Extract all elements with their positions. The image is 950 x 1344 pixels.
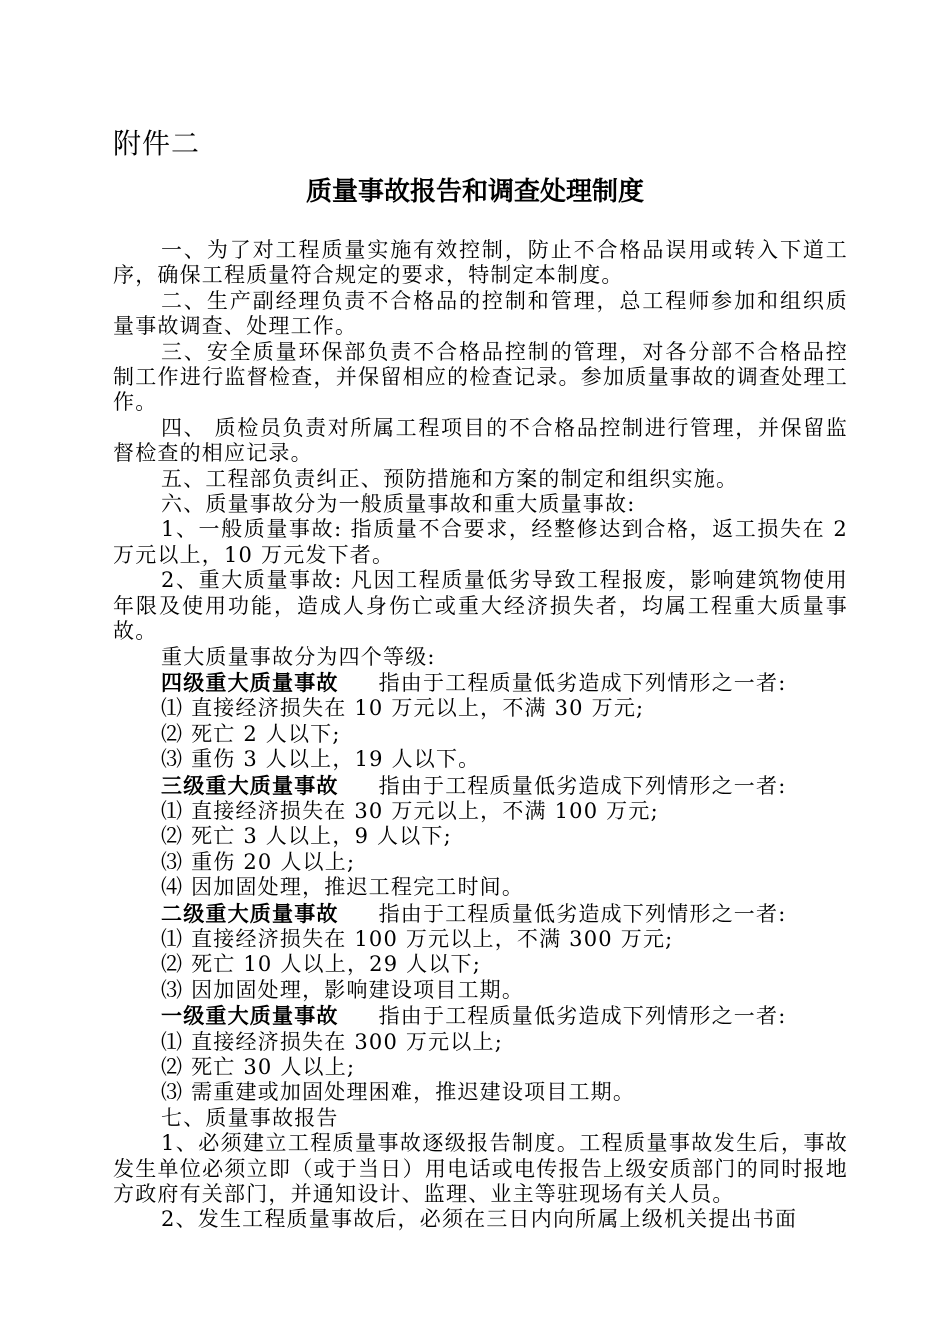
paragraph-5: 五、工程部负责纠正、预防措施和方案的制定和组织实施。 — [161, 466, 739, 491]
paragraph-9: 重大质量事故分为四个等级: — [161, 644, 436, 669]
document-title: 质量事故报告和调查处理制度 — [305, 177, 644, 207]
paragraph-6: 六、质量事故分为一般质量事故和重大质量事故: — [161, 492, 636, 517]
level-heading — [113, 670, 848, 696]
level-desc: 指由于工程质量低劣造成下列情形之一者: — [378, 901, 787, 926]
level-item: ⑴ 直接经济损失在 30 万元以上，不满 100 万元; — [161, 798, 659, 823]
document-body — [113, 238, 848, 1233]
level-desc: 指由于工程质量低劣造成下列情形之一者: — [378, 773, 787, 798]
level-name: 四级重大质量事故 — [161, 669, 339, 695]
level-item: ⑶ 重伤 20 人以上; — [161, 849, 356, 874]
level-item: ⑵ 死亡 2 人以下; — [161, 721, 341, 746]
section-7-paragraph-1: 1、必须建立工程质量事故逐级报告制度。工程质量事故发生后，事故发生单位必须立即（或于当日）用电话或电传报告上级安质部门的同时报地方政府有关部门，并通知设计、监理、业主等驻现场有关人员。 — [113, 1131, 848, 1207]
paragraph-2: 二、生产副经理负责不合格品的控制和管理，总工程师参加和组织质量事故调查、处理工作。 — [113, 288, 848, 339]
level-item: ⑶ 需重建或加固处理困难，推迟建设项目工期。 — [161, 1080, 636, 1105]
attachment-label: 附件二 — [113, 127, 201, 160]
level-item: ⑴ 直接经济损失在 10 万元以上，不满 30 万元; — [161, 696, 645, 721]
paragraph-1: 一、为了对工程质量实施有效控制，防止不合格品误用或转入下道工序，确保工程质量符合规定的要求，特制定本制度。 — [113, 238, 848, 288]
paragraph-7: 1、一般质量事故: 指质量不合要求，经整修达到合格，返工损失在 2 万元以上，10 万元发下者。 — [113, 517, 848, 567]
level-heading — [113, 901, 848, 927]
paragraph-4: 四、 质检员负责对所属工程项目的不合格品控制进行管理，并保留监督检查的相应记录。 — [113, 415, 848, 466]
level-item: ⑶ 因加固处理，影响建设项目工期。 — [161, 977, 525, 1002]
level-name: 二级重大质量事故 — [161, 900, 339, 926]
section-7-paragraph-2: 2、发生工程质量事故后，必须在三日内向所属上级机关提出书面 — [161, 1207, 798, 1232]
level-desc: 指由于工程质量低劣造成下列情形之一者: — [378, 1004, 787, 1029]
level-desc: 指由于工程质量低劣造成下列情形之一者: — [378, 670, 787, 695]
level-heading — [113, 1003, 848, 1029]
level-name: 一级重大质量事故 — [161, 1003, 339, 1029]
level-item: ⑴ 直接经济损失在 100 万元以上，不满 300 万元; — [161, 926, 674, 951]
level-item: ⑷ 因加固处理，推迟工程完工时间。 — [161, 875, 525, 900]
paragraph-3: 三、安全质量环保部负责不合格品控制的管理，对各分部不合格品控制工作进行监督检查，并保留相应的检查记录。参加质量事故的调查处理工作。 — [113, 339, 848, 415]
section-7-heading: 七、质量事故报告 — [161, 1105, 339, 1130]
level-item: ⑵ 死亡 3 人以上，9 人以下; — [161, 824, 452, 849]
level-item: ⑵ 死亡 10 人以上，29 人以下; — [161, 952, 482, 977]
level-heading — [113, 773, 848, 799]
level-item: ⑴ 直接经济损失在 300 万元以上; — [161, 1029, 503, 1054]
level-name: 三级重大质量事故 — [161, 772, 339, 798]
level-item: ⑵ 死亡 30 人以上; — [161, 1055, 356, 1079]
level-item: ⑶ 重伤 3 人以上，19 人以下。 — [161, 747, 481, 772]
paragraph-8: 2、重大质量事故: 凡因工程质量低劣导致工程报废，影响建筑物使用年限及使用功能，造成人身伤亡或重大经济损失者，均属工程重大质量事故。 — [113, 568, 848, 644]
